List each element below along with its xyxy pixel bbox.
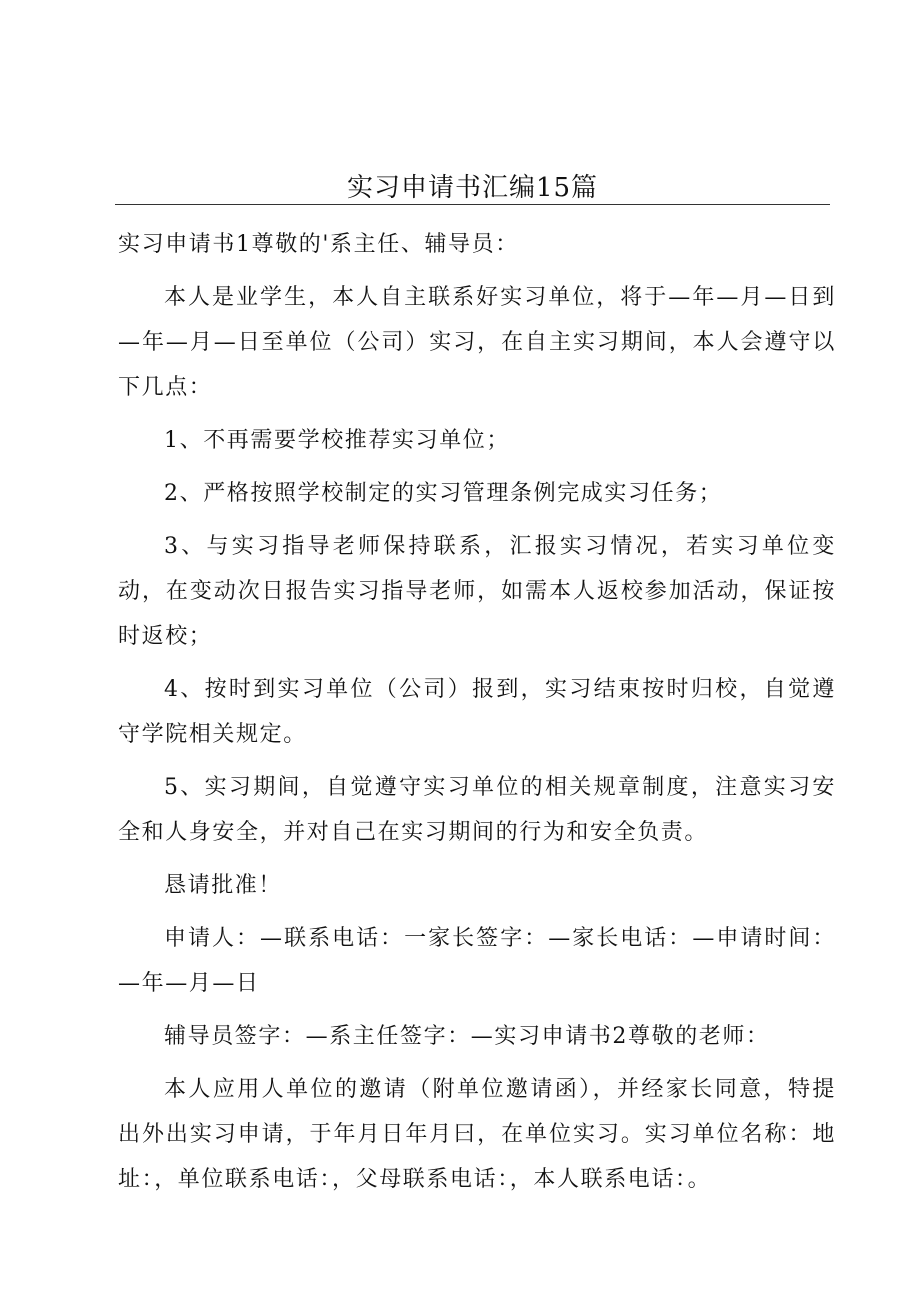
paragraph-item-1: 1、不再需要学校推荐实习单位； [164,428,510,453]
paragraph-item-4: 4、按时到实习单位（公司）报到，实习结束按时归校，自觉遵守学院相关规定。 [118,677,836,747]
paragraph-item-2: 2、严格按照学校制定的实习管理条例完成实习任务； [164,481,723,506]
paragraph-counselor-signature: 辅导员签字：—系主任签字：—实习申请书2尊敬的老师： [164,1024,770,1049]
document-body [118,222,836,1210]
paragraph-item-3: 3、与实习指导老师保持联系，汇报实习情况，若实习单位变动，在变动次日报告实习指导老师，如需本人返校参加活动，保证按时返校； [118,534,836,649]
paragraph-item-5: 5、实习期间，自觉遵守实习单位的相关规章制度，注意实习安全和人身安全，并对自己在实习期间的行为和安全负责。 [118,775,836,845]
document-title: 实习申请书汇编15篇 [346,173,599,203]
paragraph-request: 恳请批准！ [164,873,283,898]
paragraph-signatures: 申请人：—联系电话：一家长签字：—家长电话：—申请时间：—年—月—日 [118,926,836,996]
title-underline [115,204,830,205]
paragraph-application-2: 本人应用人单位的邀请（附单位邀请函），并经家长同意，特提出外出实习申请，于年月日年月曰，在单位实习。实习单位名称：地址：，单位联系电话：，父母联系电话：，本人联系电话：。 [118,1077,836,1192]
paragraph-intro: 本人是业学生，本人自主联系好实习单位，将于—年—月—日到—年—月—日至单位（公司）实习，在自主实习期间，本人会遵守以下几点： [118,285,836,400]
paragraph-salutation-1: 实习申请书1尊敬的'系主任、辅导员： [118,232,519,257]
